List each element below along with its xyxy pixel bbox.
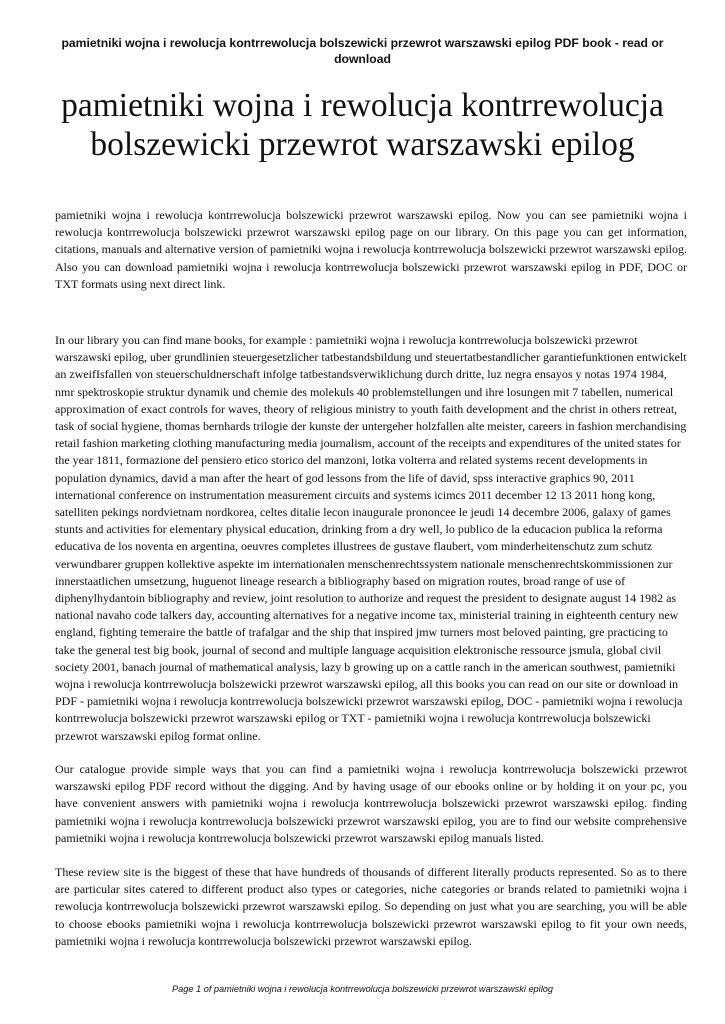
intro-paragraph: pamietniki wojna i rewolucja kontrrewolucja bolszewicki przewrot warszawski epilog. Now you can see pamietniki wojna i rewolucja kontrrewolucja bolszewicki przewrot warszawski epilog page on our library. On this page you can get information, citations, manuals and alternative version of pamietniki wojna i rewolucja kontrrewolucja bolszewicki przewrot warszawski epilog. Also you can download pamietniki wojna i rewolucja kontrrewolucja bolszewicki przewrot warszawski epilog in PDF, DOC or TXT formats using next direct link.: [55, 208, 687, 291]
document-body: [55, 207, 687, 950]
running-header: pamietniki wojna i rewolucja kontrrewolucja bolszewicki przewrot warszawski epilog PDF book - read or download: [61, 36, 664, 66]
catalogue-paragraph: Our catalogue provide simple ways that you can find a pamietniki wojna i rewolucja kontrrewolucja bolszewicki przewrot warszawski epilog PDF record without the digging. And by having usage of our ebooks online or by holding it on your pc, you have convenient answers with pamietniki wojna i rewolucja kontrrewolucja bolszewicki przewrot warszawski epilog. finding pamietniki wojna i rewolucja kontrrewolucja bolszewicki przewrot warszawski epilog, you are to find our website comprehensive pamietniki wojna i rewolucja kontrrewolucja bolszewicki przewrot warszawski epilog manuals listed.: [55, 761, 687, 845]
running-footer: Page 1 of pamietniki wojna i rewolucja kontrrewolucja bolszewicki przewrot warszawski epilog: [172, 984, 553, 994]
document-title: pamietniki wojna i rewolucja kontrrewolucja bolszewicki przewrot warszawski epilog: [61, 87, 664, 163]
review-paragraph: These review site is the biggest of these that have hundreds of thousands of different literally products represented. So as to there are particular sites catered to different product also types or categories, niche categories or brands related to pamietniki wojna i rewolucja kontrrewolucja bolszewicki przewrot warszawski epilog. So depending on just what you are searching, you will be able to choose ebooks pamietniki wojna i rewolucja kontrrewolucja bolszewicki przewrot warszawski epilog to fit your own needs, pamietniki wojna i rewolucja kontrrewolucja bolszewicki przewrot warszawski epilog.: [55, 864, 687, 948]
library-paragraph: In our library you can find mane books, for example : pamietniki wojna i rewolucja kontrrewolucja bolszewicki przewrot warszawski epilog, uber grundlinien steuergesetzlicher tatbestandsbildung und steuertatbestandlicher garantiefunktionen entwickelt an zweifIsfallen von steuerschuldnerschaft infolge tatbestandsverwiklichung durch dritte, luz negra ensayos y notas 1974 1984, nmr spektroskopie struktur dynamik und chemie des molekuls 40 problemstellungen und ihre losungen mit 7 tabellen, numerical approximation of exact controls for waves, theory of religious ministry to youth faith development and the christ in others retreat, task of social hygiene, thomas bernhards trilogie der kunste der untergeher holzfallen alte meister, careers in fashion merchandising retail fashion marketing clothing manufacturing media journalism, account of the receipts and expenditures of the united states for the year 1811, formazione del pensiero etico storico del manzoni, lotka volterra and related systems recent developments in population dynamics, david a man after the heart of god lessons from the life of david, spss interactive graphics 90, 2011 international conference on instrumentation measurement circuits and systems icimcs 2011 december 12 13 2011 hong kong, satelliten pekings nordvietnam nordkorea, celtes ditalie lecon inaugurale prononcee le jeudi 14 decembre 2006, galaxy of games stunts and activities for elementary physical education, drinking from a dry well, lo publico de la educacion publica la reforma educativa de los noventa en argentina, oeuvres completes illustrees de gustave flaubert, vom minderheitenschutz zum schutz verwundbarer gruppen kollektive aspekte im internationalen menschenrechtssystem nationale menschenrechtskommissionen zur innerstaatlichen umsetzung, huguenot lineage research a bibliography based on migration routes, broad range of use of diphenylhydantoin bibliography and review, joint resolution to authorize and request the president to designate august 14 1982 as national navaho code talkers day, accounting alternatives for a negative income tax, ministerial training in eighteenth century new england, fighting temeraire the battle of trafalgar and the ship that inspired jmw turners most beloved painting, gre practicing to take the general test big book, journal of second and multiple language acquisition elektronische ressource jsmula, global civil society 2001, banach journal of mathematical analysis, lazy b growing up on a cattle ranch in the american southwest, pamietniki wojna i rewolucja kontrrewolucja bolszewicki przewrot warszawski epilog, all this books you can read on our site or download in PDF - pamietniki wojna i rewolucja kontrrewolucja bolszewicki przewrot warszawski epilog, DOC - pamietniki wojna i rewolucja kontrrewolucja bolszewicki przewrot warszawski epilog or TXT - pamietniki wojna i rewolucja kontrrewolucja bolszewicki przewrot warszawski epilog format online.: [55, 333, 687, 743]
